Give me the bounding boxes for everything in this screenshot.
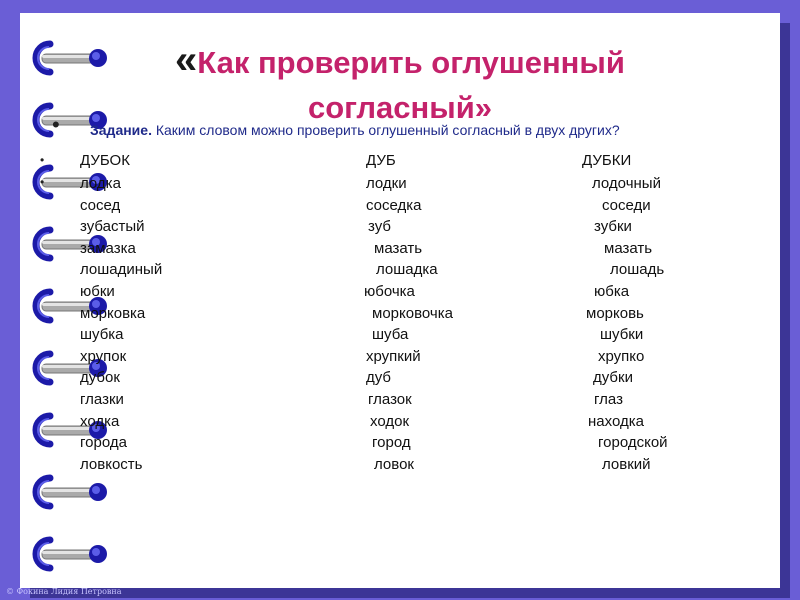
table-row — [0, 283, 800, 303]
table-row — [0, 456, 800, 476]
table-cell: мазать — [604, 239, 653, 257]
title-open-quote: « — [175, 38, 198, 82]
table-cell: глазки — [80, 391, 124, 408]
table-cell: хрупкий — [366, 347, 421, 365]
table-cell: морковь — [586, 304, 644, 322]
column-header-dubki: ДУБКИ — [582, 152, 632, 169]
title-line-2: согласный» — [308, 90, 492, 125]
table-cell: лодка — [80, 175, 121, 192]
list-bullet-icon: • — [40, 175, 45, 189]
spiral-ring-icon — [28, 38, 108, 78]
table-cell: дуб — [366, 369, 392, 387]
table-cell: шуба — [372, 326, 409, 344]
table-cell: ловок — [374, 455, 414, 473]
table-cell: лодки — [366, 175, 407, 192]
spiral-ring-icon — [28, 534, 108, 574]
page-title — [120, 38, 680, 130]
table-cell: замазка — [80, 239, 136, 257]
task-text — [90, 122, 620, 138]
table-row — [0, 218, 800, 238]
table-cell: сосед — [80, 196, 121, 214]
table-cell: лошадка — [376, 261, 438, 279]
table-cell: шубки — [600, 326, 644, 344]
list-bullet-icon: • — [40, 153, 45, 167]
table-cell: лошадиный — [80, 261, 163, 279]
column-header-dub: ДУБ — [366, 152, 396, 169]
table-cell: морковочка — [372, 304, 453, 322]
table-cell: дубки — [593, 369, 633, 387]
table-cell: морковка — [80, 304, 146, 322]
table-cell: город — [372, 434, 411, 452]
copyright-text: © Фокина Лидия Петровна — [6, 587, 122, 596]
table-cell: находка — [588, 412, 644, 430]
title-line-1: Как проверить оглушенный — [197, 45, 625, 80]
table-cell: хрупок — [80, 347, 127, 365]
table-row — [0, 413, 800, 433]
spiral-ring-icon — [28, 472, 108, 512]
table-row — [0, 391, 800, 411]
table-cell: ходка — [80, 412, 120, 430]
table-row — [0, 175, 800, 195]
table-cell: шубка — [80, 326, 124, 344]
table-cell: ходок — [370, 412, 410, 430]
table-cell: ловкость — [80, 455, 143, 473]
table-cell: зуб — [368, 218, 391, 236]
table-row — [0, 326, 800, 346]
table-row — [0, 240, 800, 260]
table-cell: города — [80, 434, 127, 452]
table-cell: городской — [598, 434, 668, 452]
table-cell: лошадь — [610, 261, 665, 279]
table-cell: хрупко — [598, 347, 645, 365]
table-row — [0, 261, 800, 281]
task-label: Задание. — [90, 122, 152, 138]
table-row — [0, 305, 800, 325]
table-row — [0, 434, 800, 454]
table-cell: глазок — [368, 391, 412, 408]
table-cell: ловкий — [602, 455, 651, 473]
table-cell: юбки — [80, 283, 115, 300]
table-cell: лодочный — [592, 175, 661, 192]
column-header-dubok: ДУБОК — [80, 152, 130, 169]
table-cell: юбка — [594, 283, 630, 300]
table-cell: зубки — [594, 218, 632, 236]
table-cell: соседи — [602, 196, 651, 214]
task-bullet-icon: • — [52, 112, 60, 137]
table-cell: соседка — [366, 196, 422, 214]
table-row — [0, 197, 800, 217]
table-row — [0, 369, 800, 389]
table-row — [0, 348, 800, 368]
table-cell: зубастый — [80, 218, 145, 236]
table-cell: юбочка — [364, 283, 415, 300]
table-header — [0, 152, 800, 172]
table-cell: дубок — [80, 369, 120, 387]
task-body: Каким словом можно проверить оглушенный согласный в двух других? — [151, 122, 620, 138]
table-cell: глаз — [594, 391, 623, 408]
table-cell: мазать — [374, 239, 423, 257]
